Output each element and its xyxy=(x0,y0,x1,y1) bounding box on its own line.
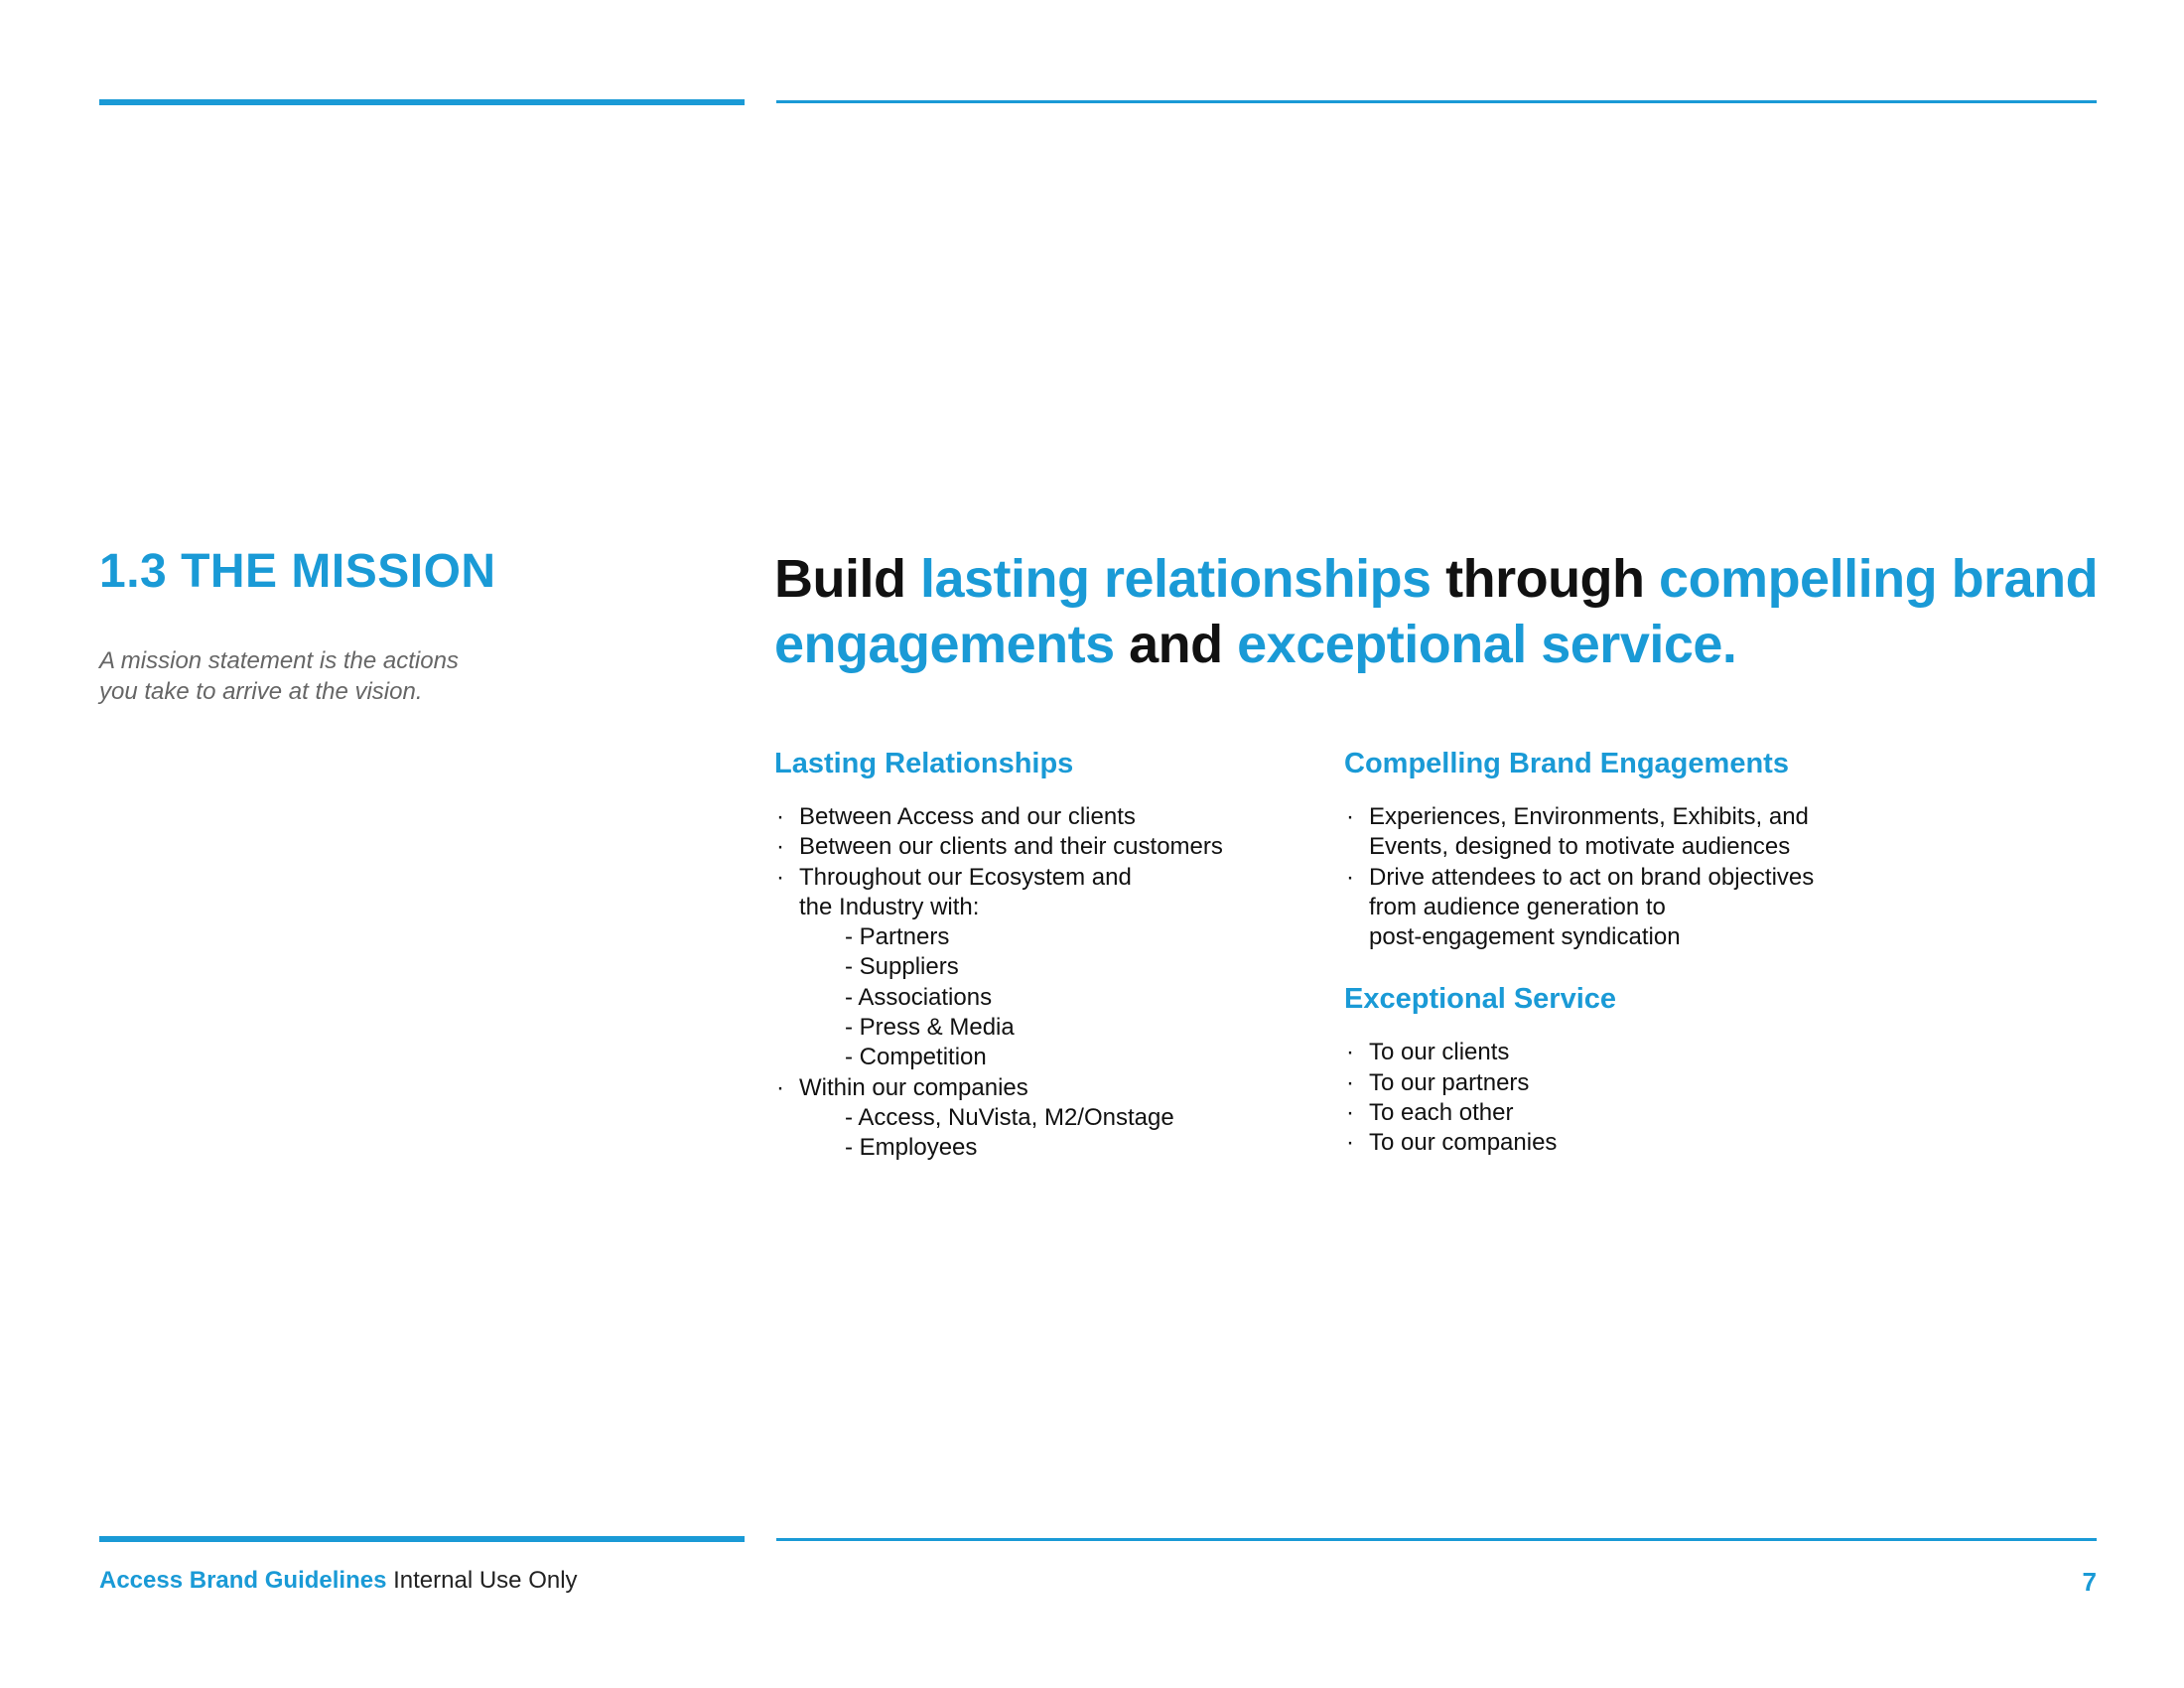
footer-text xyxy=(99,1567,578,1595)
list-item xyxy=(1344,1068,1900,1098)
sub-list-item: - Employees xyxy=(845,1134,978,1162)
sub-list-item: - Press & Media xyxy=(845,1014,1015,1042)
top-rule-right xyxy=(776,100,2097,103)
headline-segment: through xyxy=(1431,549,1660,609)
bullet-icon: · xyxy=(776,833,784,861)
list-item-text: Drive attendees to act on brand objectives xyxy=(1369,863,1815,891)
companies-sublist xyxy=(799,1103,1330,1164)
top-rule-left xyxy=(99,99,745,105)
mission-headline xyxy=(774,546,2105,677)
sub-list-item: - Associations xyxy=(845,983,993,1011)
list-item xyxy=(1344,1098,1900,1128)
bullet-icon: · xyxy=(1346,863,1354,891)
bullet-icon: · xyxy=(776,803,784,830)
bullet-icon: · xyxy=(1346,1068,1354,1096)
industry-sublist xyxy=(799,922,1330,1072)
list-item xyxy=(774,1073,1330,1164)
list-item xyxy=(1344,863,1900,953)
list-item-text: To our companies xyxy=(1369,1129,1558,1157)
compelling-engagements-list xyxy=(1344,802,1900,952)
sub-list-item: - Access, NuVista, M2/Onstage xyxy=(845,1103,1174,1131)
headline-segment: and xyxy=(1114,615,1238,674)
section-description xyxy=(99,645,556,707)
bottom-rule-left xyxy=(99,1536,745,1542)
list-item xyxy=(774,802,1330,832)
headline-highlight: compelling brand engagements xyxy=(774,549,2099,674)
sub-list-item: - Competition xyxy=(845,1044,987,1071)
list-item-text: Within our companies xyxy=(799,1073,1028,1101)
list-item-text: from audience generation to xyxy=(1369,893,1666,920)
page-number: 7 xyxy=(2082,1567,2097,1597)
headline-highlight: exceptional service. xyxy=(1237,615,1737,674)
bottom-rule-right xyxy=(776,1538,2097,1541)
list-item xyxy=(1344,1038,1900,1067)
bullet-icon: · xyxy=(1346,1039,1354,1066)
section-description-line-2: you take to arrive at the vision. xyxy=(99,678,423,705)
headline-segment: Build xyxy=(774,549,920,609)
exceptional-service-heading: Exceptional Service xyxy=(1344,983,1617,1016)
list-item xyxy=(1344,802,1900,863)
lasting-relationships-heading: Lasting Relationships xyxy=(774,748,1074,779)
list-item xyxy=(774,832,1330,862)
bullet-icon: · xyxy=(1346,1099,1354,1127)
bullet-icon: · xyxy=(1346,803,1354,830)
list-item-text: Between our clients and their customers xyxy=(799,833,1223,861)
bullet-icon: · xyxy=(1346,1129,1354,1157)
list-item-text: Throughout our Ecosystem and xyxy=(799,863,1132,891)
list-item-text: post-engagement syndication xyxy=(1369,923,1681,951)
lasting-relationships-list xyxy=(774,802,1330,1164)
section-title: 1.3 THE MISSION xyxy=(99,545,496,598)
list-item xyxy=(774,863,1330,1073)
list-item-text: Events, designed to motivate audiences xyxy=(1369,833,1791,861)
list-item-text: the Industry with: xyxy=(799,893,980,920)
compelling-engagements-heading: Compelling Brand Engagements xyxy=(1344,748,1789,779)
footer-note: Internal Use Only xyxy=(386,1567,578,1594)
lasting-relationships-column xyxy=(774,747,1330,1164)
section-description-line-1: A mission statement is the actions xyxy=(99,647,459,674)
footer-brand: Access Brand Guidelines xyxy=(99,1567,387,1594)
bullet-icon: · xyxy=(776,863,784,891)
bullet-icon: · xyxy=(776,1073,784,1101)
list-item-text: Between Access and our clients xyxy=(799,803,1136,830)
sub-list-item: - Partners xyxy=(845,923,950,951)
list-item-text: To our partners xyxy=(1369,1068,1530,1096)
engagements-service-column xyxy=(1344,747,1900,1159)
exceptional-service-list xyxy=(1344,1038,1900,1158)
list-item-text: To each other xyxy=(1369,1099,1514,1127)
headline-highlight: lasting relationships xyxy=(919,549,1432,609)
sub-list-item: - Suppliers xyxy=(845,953,959,981)
list-item-text: Experiences, Environments, Exhibits, and xyxy=(1369,803,1809,830)
list-item xyxy=(1344,1128,1900,1158)
list-item-text: To our clients xyxy=(1369,1039,1510,1066)
